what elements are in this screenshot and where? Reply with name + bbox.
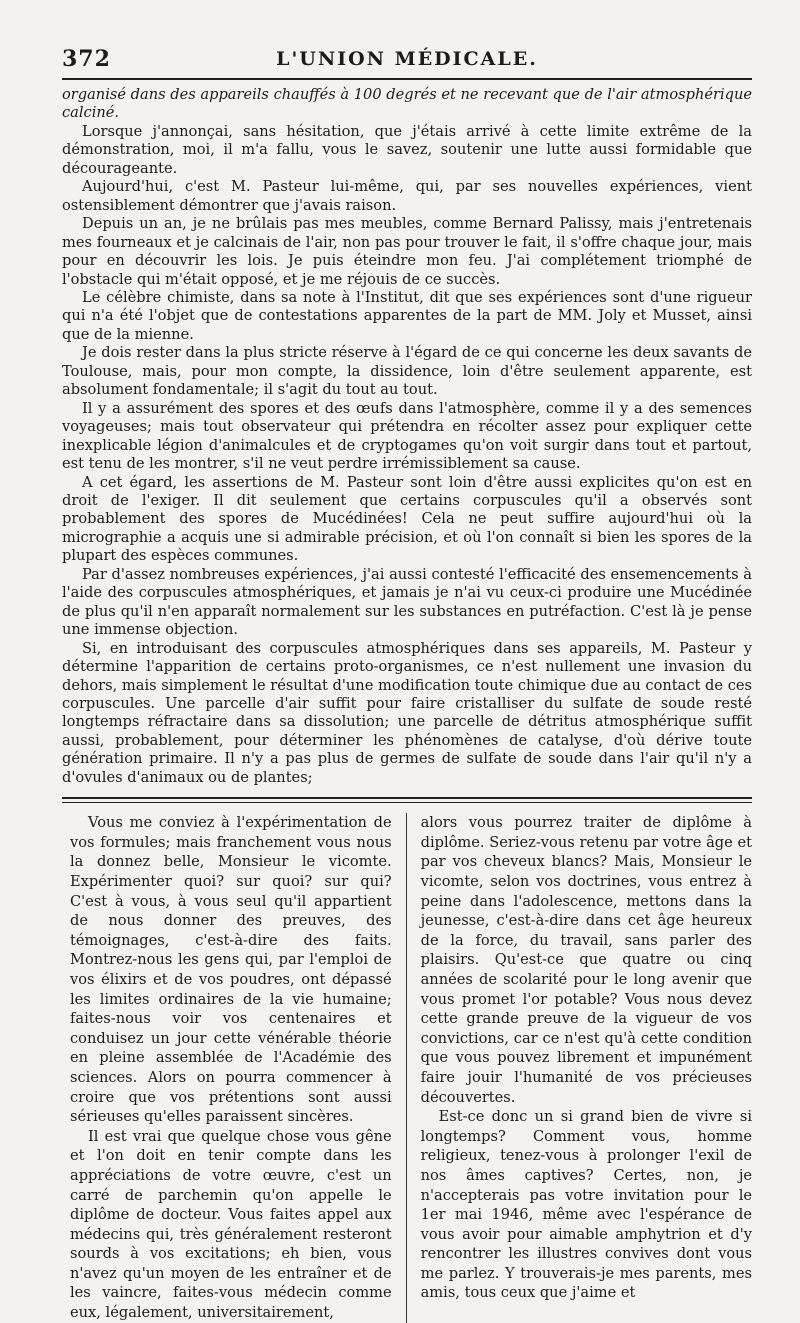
- feuilleton-left-column: [62, 813, 392, 1322]
- feuilleton-separator: [62, 797, 752, 803]
- feuilleton-paragraph: Il est vrai que quelque chose vous gêne et l'on doit en tenir compte dans les appréciations de votre œuvre, c'est un carré de parchemin qu'on appelle le diplôme de docteur. Vous faites appel aux médecins qui, très généralement resteront sourds à vos excitations; eh bien, vous n'avez qu'un moyen de les entraîner et de les vaincre, faites-vous médecin comme eux, légalement, universitairement,: [70, 1127, 392, 1322]
- article-paragraph: Le célèbre chimiste, dans sa note à l'Institut, dit que ses expériences sont d'une rigueur qui n'a été l'objet que de contestations apparentes de la part de MM. Joly et Musset, ainsi que de la mienne.: [62, 288, 752, 343]
- feuilleton-right-column: [421, 813, 752, 1322]
- article-paragraph: Aujourd'hui, c'est M. Pasteur lui-même, qui, par ses nouvelles expériences, vient ostensiblement démontrer que j'avais raison.: [62, 178, 752, 214]
- article-paragraph: Je dois rester dans la plus stricte réserve à l'égard de ce qui concerne les deux savants de Toulouse, mais, pour mon compte, la dissidence, loin d'être seulement apparente, est absolument fondamentale; il s'agit du tout au tout.: [62, 344, 752, 399]
- feuilleton-paragraph: Vous me conviez à l'expérimentation de vos formules; mais franchement vous nous la donnez belle, Monsieur le vicomte. Expérimenter quoi? sur quoi? sur qui? C'est à vous, à vous seul qu'il appartient de nous donner des preuves, des témoignages, c'est-à-dire des faits. Montrez-nous les gens qui, par l'emploi de vos élixirs et de vos poudres, ont dépassé les limites ordinaires de la vie humaine; faites-nous voir vos centenaires et conduisez un jour cette vénérable théorie en pleine assemblée de l'Académie des sciences. Alors on pourra commencer à croire que vos prétentions sont aussi sérieuses qu'elles paraissent sincères.: [70, 814, 392, 1126]
- running-head: [62, 40, 752, 70]
- article-paragraph: Il y a assurément des spores et des œufs dans l'atmosphère, comme il y a des semences voyageuses; mais tout observateur qui prétendra en récolter assez pour expliquer cette inexplicable légion d'animalcules et de cryptogames qu'on voit surgir dans tout et partout, est tenu de les montrer, s'il ne veut perdre irrémissiblement sa cause.: [62, 399, 752, 473]
- main-article: [62, 86, 752, 787]
- article-paragraph: organisé dans des appareils chauffés à 100 degrés et ne recevant que de l'air atmosphérique calciné.: [62, 86, 752, 122]
- feuilleton: [62, 813, 752, 1322]
- feuilleton-paragraph: alors vous pourrez traiter de diplôme à diplôme. Seriez-vous retenu par votre âge et par vos cheveux blancs? Mais, Monsieur le vicomte, selon vos doctrines, vous entrez à peine dans l'adolescence, mettons dans la jeunesse, c'est-à-dire dans cet âge heureux de la force, du travail, sans parler des plaisirs. Qu'est-ce que quatre ou cinq années de scolarité pour le long avenir que vous promet l'or potable? Vous nous devez cette grande preuve de la vigueur de vos convictions, car ce n'est qu'à cette condition que vous pouvez librement et impunément faire jouir l'humanité de vos précieuses découvertes.: [420, 814, 752, 1106]
- journal-title: L'UNION MÉDICALE.: [276, 48, 538, 70]
- article-paragraph: A cet égard, les assertions de M. Pasteur sont loin d'être aussi explicites qu'on est en droit de l'exiger. Il dit seulement que certains corpuscules qu'il a observés sont probablement des spores de Mucédinées! Cela ne peut suffire aujourd'hui où la micrographie a acquis une si admirable précision, et où l'on connaît si bien les spores de la plupart des espèces communes.: [62, 473, 752, 565]
- header-rule: [62, 78, 752, 80]
- article-paragraph: Si, en introduisant des corpuscules atmosphériques dans ses appareils, M. Pasteur y détermine l'apparition de certains proto-organismes, ce n'est nullement une invasion du dehors, mais simplement le résultat d'une modification toute chimique due au contact de ces corpuscules. Une parcelle d'air suffit pour faire cristalliser du sulfate de soude resté longtemps réfractaire dans sa dissolution; une parcelle de détritus atmosphérique suffit aussi, probablement, pour déterminer les phénomènes de catalyse, d'où dérive toute génération primaire. Il n'y a pas plus de germes de sulfate de soude dans l'air qu'il n'y a d'ovules d'animaux ou de plantes;: [62, 639, 752, 786]
- page-number: 372: [62, 46, 111, 72]
- column-divider: [406, 813, 407, 1322]
- article-paragraph: Depuis un an, je ne brûlais pas mes meubles, comme Bernard Palissy, mais j'entretenais mes fourneaux et je calcinais de l'air, non pas pour trouver le fait, il s'offre chaque jour, mais pour en découvrir les lois. Je puis éteindre mon feu. J'ai complétement triomphé de l'obstacle qui m'était opposé, et je me réjouis de ce succès.: [62, 215, 752, 288]
- article-paragraph: Lorsque j'annonçai, sans hésitation, que j'étais arrivé à cette limite extrême de la démonstration, moi, il m'a fallu, vous le savez, soutenir une lutte aussi formidable que décourageante.: [62, 122, 752, 177]
- article-paragraph: Par d'assez nombreuses expériences, j'ai aussi contesté l'efficacité des ensemencements à l'aide des corpuscules atmosphériques, et jamais je n'ai vu ceux-ci produire une Mucédinée de plus qu'il n'en apparaît normalement sur les substances en putréfaction. C'est là je pense une immense objection.: [62, 565, 752, 639]
- feuilleton-paragraph: Est-ce donc un si grand bien de vivre si longtemps? Comment vous, homme religieux, tenez-vous à prolonger l'exil de nos âmes captives? Certes, non, je n'accepterais pas votre invitation pour le 1er mai 1946, même avec l'espérance de vous avoir pour aimable amphytrion et d'y rencontrer les illustres convives dont vous me parlez. Y trouverais-je mes parents, mes amis, tous ceux que j'aime et: [420, 1108, 752, 1302]
